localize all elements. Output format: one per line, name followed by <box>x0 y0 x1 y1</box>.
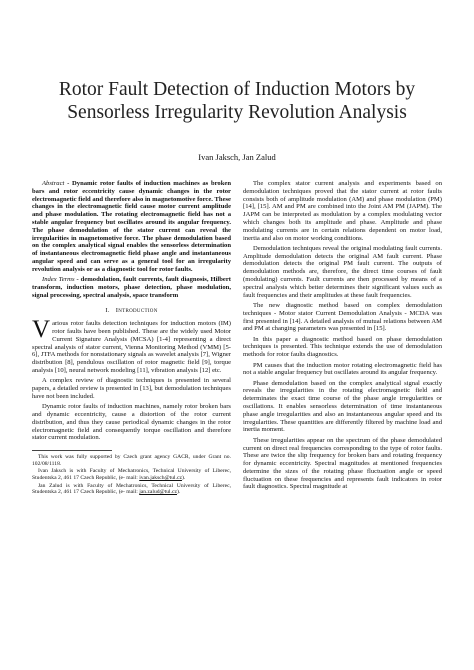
right-paragraph-1: The complex stator current analysis and experiments based on demodulation techniques proved that the stator current at rotor faults consists both of amplitude modulation (AM) and phase modulation (PM) [14], [15]. AM and PM are combined into the Joint AM PM (JAPM). The JAPM can be interpreted as modulation by a complex modulating vector which changes both its amplitude and phase. Amplitude and phase modulating currents are in certain relations dependent on motor load, inertia and also on motor working conditions. <box>243 180 442 242</box>
right-column <box>243 180 442 494</box>
author-2-email-link[interactable]: jan.zalud@tul.cz <box>139 489 177 496</box>
footnote-author-1-text: Ivan Jaksch is with Faculty of Mechatronics, Technical University of Liberec, Studentska 2, 461 17 Czech Republic, (e- mail: <box>32 468 231 481</box>
footnote-author-2-text: Jan Zalud is with Faculty of Mechatronics, Technical University of Liberec, Studentska 2, 461 17 Czech Republic, (e- mail: <box>32 482 231 496</box>
left-column <box>32 180 231 497</box>
footnote-rule <box>32 450 112 451</box>
right-paragraph-5: PM causes that the induction motor rotating electromagnetic field has not a stable angular frequency but oscillates around its angular frequency. <box>243 361 442 377</box>
intro-paragraph-1-text: arious rotor faults detection techniques for induction motors (IM) rotor faults have been published. These are the widely used Motor Current Signature Analysis (MCSA) [1-4] representing a direct spectral analysis of stator current, Vienna Monitoring Method (VMM) [5-6], JTFA methods for nonstationary signals as wavelet analysis [7], Wigner distribution [8], pendulous oscillation of rotor magnetic field [9], torque analysis [10], neural network modeling [11], vibration analysis [12] etc. <box>32 320 231 375</box>
abstract <box>32 180 231 274</box>
index-terms-text: - demodulation, fault currents, fault diagnosis, Hilbert transform, induction motors, phase detection, phase modulation, signal processing, spectral analysis, space transform <box>32 276 231 299</box>
paper-authors: Ivan Jaksch, Jan Zalud <box>198 152 276 162</box>
right-paragraph-3: The new diagnostic method based on complex demodulation techniques - Motor stator Current Demodulation Analysis - MCDA was first presented in [14]. A detailed analysis of mutual relations between AM and PM at changing parameters was presented in [15]. <box>243 301 442 333</box>
index-terms <box>32 276 231 299</box>
abstract-text: - Dynamic rotor faults of induction machines as broken bars and rotor eccentricity cause dynamic changes in the rotor electromagnetic field and therefore also in magnetomotive force. These changes in the electromagnetic field cause motor current amplitude and phase modulation. The rotating electromagnetic field has not a stable angular frequency but oscillates around its angular frequency. The phase demodulation of the stator current can reveal the irregularities in magnetomotive force. The phase demodulation based on the complex analytical signal enables the sensorless determination of instantaneous electromagnetic field phase angle and instantaneous angular speed and can serve as a general tool for an irregularity revolution analysis or as a diagnostic tool for rotor faults. <box>32 180 231 273</box>
footnote-author-2 <box>32 483 231 496</box>
right-paragraph-7: These irregularities appear on the spectrum of the phase demodulated current on direct real frequencies corresponding to the type of rotor faults. These are twice the slip frequency for broken bars and rotating frequency for dynamic eccentricity. Spectral magnitudes at mentioned frequencies determine the sizes of the rotating phase fluctuation angle or speed fluctuation on these frequencies and represents fault indicators in rotor fault diagnostics. Spectral magnitude at <box>243 436 442 491</box>
author-1-email-link[interactable]: ivan.jaksch@tul.cz <box>139 474 182 481</box>
footnote-author-1 <box>32 468 231 481</box>
drop-cap: V <box>32 316 51 344</box>
footnote-author-2-close: ). <box>176 489 181 496</box>
footnote-funding: This work was fully supported by Czech grant agency GACR, under Grant no. 102/08/1118. <box>32 454 231 467</box>
section-numeral: I. <box>105 307 110 315</box>
paper-title: Rotor Fault Detection of Induction Motors by Sensorless Irregularity Revolution Analysis <box>58 79 416 123</box>
right-paragraph-2: Demodulation techniques reveal the original modulating fault currents. Amplitude demodulation detects the original AM fault current. Phase demodulation detects the original PM fault current. The outputs of demodulation methods are, therefore, the direct time courses of fault (modulating) currents. Fault currents are then processed by means of a spectral analysis which better determines their significant values such as fault frequencies and their amplitudes at these fault frequencies. <box>243 244 442 299</box>
index-terms-label: Index Terms <box>42 276 75 284</box>
footnote-author-1-close: ). <box>181 474 186 481</box>
section-heading-introduction <box>32 307 231 315</box>
section-title: Introduction <box>115 307 158 315</box>
intro-paragraph-3: Dynamic rotor faults of induction machines, namely rotor broken bars and dynamic eccentricity, cause a distortion of the rotor current distribution, and thus they cause periodical dynamic changes in the rotor electromagnetic field and consequently torque oscillation and therefore stator current modulation. <box>32 403 231 442</box>
intro-paragraph-1 <box>32 316 231 375</box>
right-paragraph-4: In this paper a diagnostic method based on phase demodulation techniques is presented. This technique extends the use of demodulation methods for rotor faults diagnostics. <box>243 335 442 359</box>
abstract-label: Abstract <box>42 180 65 187</box>
right-paragraph-6: Phase demodulation based on the complex analytical signal exactly reveals the irregularities in the rotating electromagnetic field and determinates the exact time course of the phase angle irregularities or oscillations. It enables sensorless determination of time instantaneous phase angle irregularities and also an instantaneous angular speed and its irregularities. These quantities are differently filtered by machine load and inertia moment. <box>243 379 442 434</box>
intro-paragraph-2: A complex review of diagnostic techniques is presented in several papers, a detailed review is presented in [13], but demodulation techniques have not been included. <box>32 377 231 400</box>
